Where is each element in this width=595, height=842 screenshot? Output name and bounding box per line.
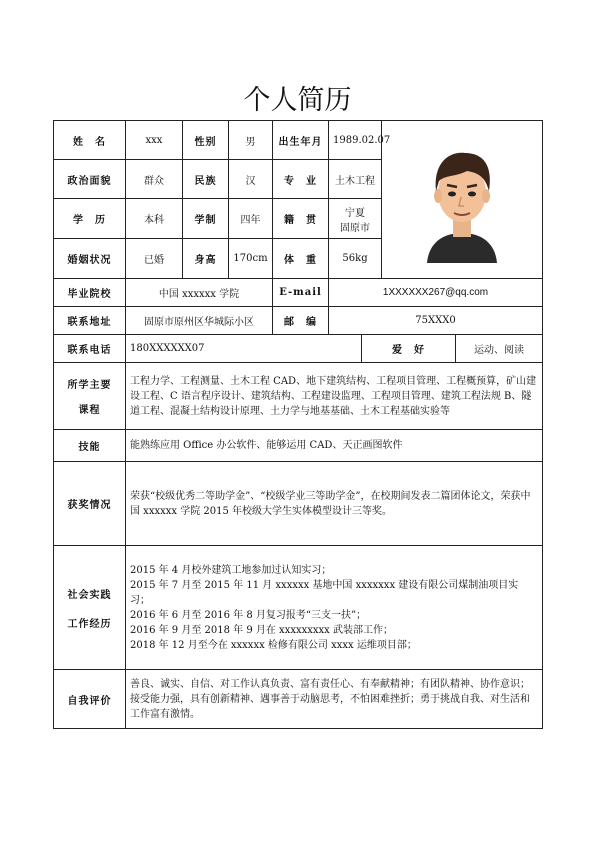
self-eval-label: 自我评价 xyxy=(54,670,126,729)
email-value: 1XXXXXX267@qq.com xyxy=(329,279,543,307)
experience-item: 2015 年 4 月校外建筑工地参加过认知实习； xyxy=(130,564,332,576)
birth-label: 出生年月 xyxy=(273,121,329,160)
gender-value: 男 xyxy=(229,121,273,160)
courses-label-line1: 所学主要 xyxy=(67,380,112,391)
courses-label-line2: 课程 xyxy=(78,405,101,416)
name-label: 姓 名 xyxy=(54,121,126,160)
ethnicity-value: 汉 xyxy=(229,160,273,199)
courses-label xyxy=(54,363,126,430)
address-value: 固原市原州区华城际小区 xyxy=(126,307,273,335)
hobby-label: 爱 好 xyxy=(362,335,456,363)
ethnicity-label: 民族 xyxy=(183,160,229,199)
awards-text: 荣获“校级优秀二等助学金”、“校级学业三等助学金”，在校期间发表二篇团体论文，荣获中国 xxxxxx 学院 2015 年校级大学生实体模型设计三等奖。 xyxy=(126,462,543,546)
height-value: 170cm xyxy=(229,239,273,279)
gender-label: 性别 xyxy=(183,121,229,160)
email-label: E-mail xyxy=(273,279,329,307)
weight-label: 体 重 xyxy=(273,239,329,279)
weight-value: 56kg xyxy=(329,239,382,279)
marital-label: 婚姻状况 xyxy=(54,239,126,279)
skills-label: 技能 xyxy=(54,430,126,462)
skills-text: 能熟练应用 Office 办公软件、能够运用 CAD、天正画图软件 xyxy=(126,430,543,462)
height-label: 身高 xyxy=(183,239,229,279)
self-eval-text: 善良、诚实、自信、对工作认真负责、富有责任心、有奉献精神；有团队精神、协作意识；接受能力强，具有创新精神、遇事善于动脑思考，不怕困难挫折；勇于挑战自我、对生活和工作富有激情。 xyxy=(126,670,543,729)
experience-label-line2: 工作经历 xyxy=(67,618,112,630)
phone-value: 180XXXXXX07 xyxy=(126,335,362,363)
education-label: 学 历 xyxy=(54,199,126,239)
avatar-portrait-icon xyxy=(397,133,527,263)
marital-value: 已婚 xyxy=(126,239,183,279)
schooling-label: 学制 xyxy=(183,199,229,239)
postcode-label: 邮 编 xyxy=(273,307,329,335)
postcode-value: 75XXX0 xyxy=(329,307,543,335)
origin-label: 籍 贯 xyxy=(273,199,329,239)
phone-label: 联系电话 xyxy=(54,335,126,363)
address-label: 联系地址 xyxy=(54,307,126,335)
major-label: 专 业 xyxy=(273,160,329,199)
political-value: 群众 xyxy=(126,160,183,199)
origin-city: 固原市 xyxy=(340,222,370,234)
resume-table xyxy=(53,120,543,729)
avatar xyxy=(397,133,527,263)
experience-list xyxy=(126,546,543,670)
courses-text: 工程力学、工程测量、土木工程 CAD、地下建筑结构、工程项目管理、工程概预算，矿山建设工程、C 语言程序设计、建筑结构、工程建设监理、工程项目管理、建筑工程法规 B、隧道工程、混凝土结构设计原理、土力学与地基基础、土木工程基础实验等 xyxy=(126,363,543,430)
experience-item: 2016 年 9 月至 2018 年 9 月在 xxxxxxxxx 武装部工作； xyxy=(130,624,393,636)
experience-item: 2015 年 7 月至 2015 年 11 月 xxxxxx 基地中国 xxxxxxx 建设有限公司煤制油项目实习； xyxy=(130,579,519,606)
experience-item: 2018 年 12 月至今在 xxxxxx 检修有限公司 xxxx 运维项目部； xyxy=(130,639,417,651)
awards-label: 获奖情况 xyxy=(54,462,126,546)
major-value: 土木工程 xyxy=(329,160,382,199)
experience-label-line1: 社会实践 xyxy=(67,589,112,601)
page-title: 个人简历 xyxy=(243,85,352,116)
political-label: 政治面貌 xyxy=(54,160,126,199)
hobby-value: 运动、阅读 xyxy=(456,335,543,363)
experience-label xyxy=(54,546,126,670)
origin-province: 宁夏 xyxy=(345,207,365,219)
school-label: 毕业院校 xyxy=(54,279,126,307)
school-value: 中国 xxxxxx 学院 xyxy=(126,279,273,307)
birth-value: 1989.02.07 xyxy=(329,121,382,160)
experience-item: 2016 年 6 月至 2016 年 8 月复习报考“三支一扶”； xyxy=(130,609,367,621)
photo-cell xyxy=(382,121,543,279)
schooling-value: 四年 xyxy=(229,199,273,239)
education-value: 本科 xyxy=(126,199,183,239)
origin-value xyxy=(329,199,382,239)
name-value: xxx xyxy=(126,121,183,160)
